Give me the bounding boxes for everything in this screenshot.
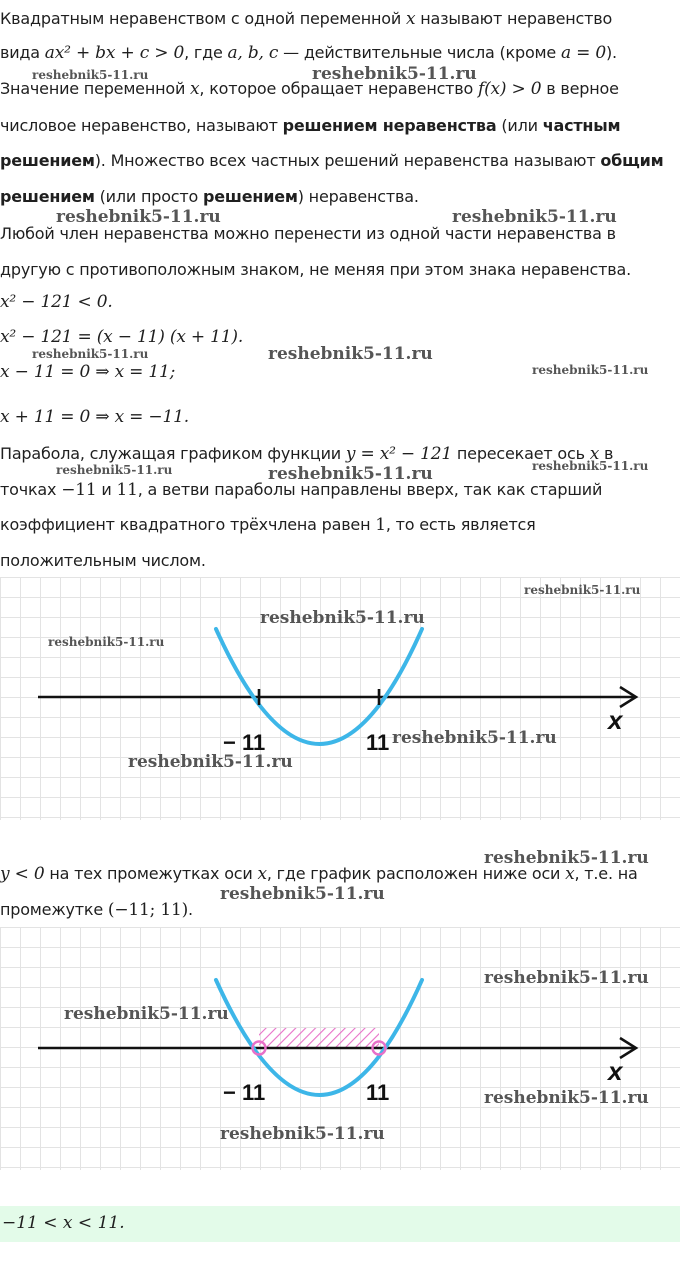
watermark: reshebnik5-11.ru <box>532 363 649 377</box>
watermark: reshebnik5-11.ru <box>484 968 649 988</box>
watermark: reshebnik5-11.ru <box>56 207 221 227</box>
watermark: reshebnik5-11.ru <box>48 635 165 649</box>
label-minus-11: − 11 <box>223 730 266 755</box>
answer-text: −11 < x < 11. <box>2 1213 125 1233</box>
watermark: reshebnik5-11.ru <box>484 1088 649 1108</box>
label-11: 11 <box>366 1080 390 1105</box>
axis-label-x: x <box>608 1056 623 1086</box>
text-line: промежутке (−11; 11). <box>0 900 193 920</box>
watermark: reshebnik5-11.ru <box>56 463 173 477</box>
text-line: положительным числом. <box>0 551 206 570</box>
text-line: Любой член неравенства можно перенести из одной части неравенства в <box>0 224 616 243</box>
text-line: Значение переменной x, которое обращает неравенство f(x) > 0 в верное <box>0 79 619 99</box>
watermark: reshebnik5-11.ru <box>32 68 149 82</box>
watermark: reshebnik5-11.ru <box>64 1004 229 1024</box>
axis-label-x: x <box>608 705 623 735</box>
label-minus-11: − 11 <box>223 1080 266 1105</box>
text-line: точках −11 и 11, а ветви параболы направлены вверх, так как старший <box>0 480 603 500</box>
watermark: reshebnik5-11.ru <box>484 848 649 868</box>
equation: x − 11 = 0 ⇒ x = 11; <box>0 362 176 382</box>
watermark: reshebnik5-11.ru <box>220 1124 385 1144</box>
text-line: числовое неравенство, называют решением неравенства (или частным <box>0 116 621 135</box>
text-line: y < 0 на тех промежутках оси x, где график расположен ниже оси x, т.е. на <box>0 864 638 884</box>
text-line: коэффициент квадратного трёхчлена равен 1, то есть является <box>0 515 536 535</box>
text-line: Квадратным неравенством с одной переменной x называют неравенство <box>0 9 613 29</box>
text-line: решением). Множество всех частных решений неравенства называют общим <box>0 151 664 170</box>
watermark: reshebnik5-11.ru <box>392 728 557 748</box>
equation: x² − 121 = (x − 11) (x + 11). <box>0 327 244 347</box>
hatched-region <box>259 1028 379 1048</box>
label-11: 11 <box>366 730 390 755</box>
watermark: reshebnik5-11.ru <box>268 464 433 484</box>
watermark: reshebnik5-11.ru <box>220 884 385 904</box>
text-line: другую с противоположным знаком, не меняя при этом знака неравенства. <box>0 260 631 279</box>
watermark: reshebnik5-11.ru <box>532 459 649 473</box>
answer-box <box>0 1206 680 1242</box>
equation: x + 11 = 0 ⇒ x = −11. <box>0 407 189 427</box>
watermark: reshebnik5-11.ru <box>452 207 617 227</box>
text-line: вида ax² + bx + c > 0, где a, b, c — действительные числа (кроме a = 0). <box>0 43 617 63</box>
watermark: reshebnik5-11.ru <box>268 344 433 364</box>
parabola-curve <box>216 629 422 744</box>
equation: x² − 121 < 0. <box>0 292 113 312</box>
text-line: решением (или просто решением) неравенства. <box>0 187 419 206</box>
watermark: reshebnik5-11.ru <box>128 752 293 772</box>
watermark: reshebnik5-11.ru <box>524 583 641 597</box>
text-line: Парабола, служащая графиком функции y = x² − 121 пересекает ось x в <box>0 444 614 464</box>
watermark: reshebnik5-11.ru <box>312 64 477 84</box>
watermark: reshebnik5-11.ru <box>260 608 425 628</box>
watermark: reshebnik5-11.ru <box>32 347 149 361</box>
